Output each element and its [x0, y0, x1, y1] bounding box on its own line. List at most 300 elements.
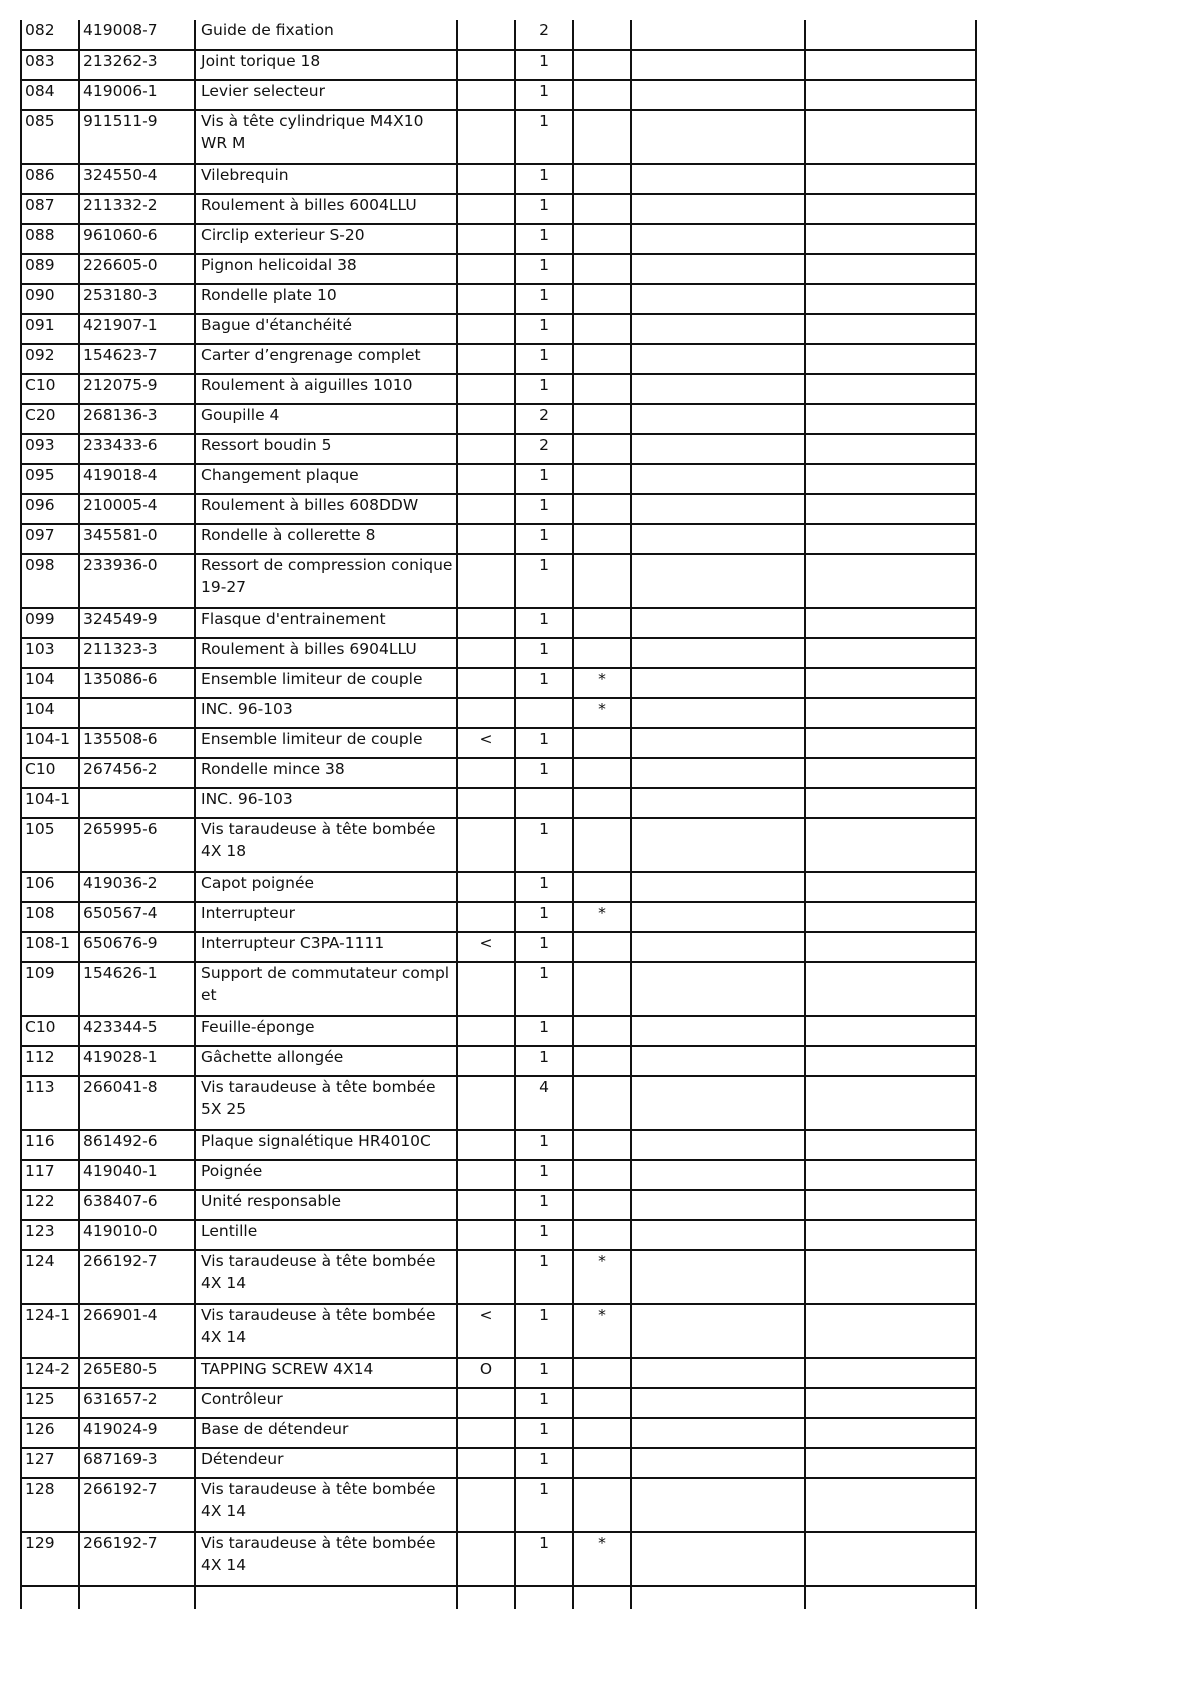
- part-number-text: 650567-4: [83, 904, 158, 922]
- note-cell: [457, 902, 515, 932]
- empty-cell: [631, 434, 805, 464]
- table-row: [21, 434, 976, 464]
- empty-cell: [805, 788, 976, 818]
- item-number-cell: [21, 50, 79, 80]
- description-text: Ensemble limiteur de couple: [201, 670, 423, 688]
- empty-cell: [805, 1076, 976, 1130]
- item-number-cell: [21, 1358, 79, 1388]
- description-text: Contrôleur: [201, 1390, 283, 1408]
- mark-text: *: [598, 1252, 606, 1270]
- mark-cell: [573, 344, 631, 374]
- item-number-cell: [21, 554, 79, 608]
- description-text: Roulement à billes 608DDW: [201, 496, 419, 514]
- quantity-cell: [515, 50, 573, 80]
- part-number-cell: [79, 20, 195, 50]
- description-cell: [195, 20, 457, 50]
- item-number-cell: [21, 1160, 79, 1190]
- description-text: Carter d’engrenage complet: [201, 346, 421, 364]
- empty-cell: [805, 1190, 976, 1220]
- note-cell: [457, 434, 515, 464]
- part-number-cell: [79, 314, 195, 344]
- part-number-cell: [79, 254, 195, 284]
- table-row: [21, 224, 976, 254]
- item-number-text: 117: [25, 1162, 55, 1180]
- empty-cell: [573, 1586, 631, 1609]
- part-number-cell: [79, 1130, 195, 1160]
- mark-cell: [573, 464, 631, 494]
- description-cell: [195, 1076, 457, 1130]
- item-number-cell: [21, 932, 79, 962]
- item-number-text: 104: [25, 670, 55, 688]
- item-number-cell: [21, 314, 79, 344]
- mark-cell: [573, 638, 631, 668]
- item-number-cell: [21, 728, 79, 758]
- empty-cell: [805, 494, 976, 524]
- quantity-cell: [515, 728, 573, 758]
- note-cell: [457, 1388, 515, 1418]
- empty-cell: [805, 1046, 976, 1076]
- description-cell: [195, 1478, 457, 1532]
- quantity-cell: [515, 1076, 573, 1130]
- empty-cell: [805, 1478, 976, 1532]
- mark-cell: [573, 1220, 631, 1250]
- item-number-cell: [21, 668, 79, 698]
- part-number-cell: [79, 1160, 195, 1190]
- table-row: [21, 20, 976, 50]
- table-row: [21, 698, 976, 728]
- item-number-cell: [21, 1076, 79, 1130]
- quantity-text: 1: [539, 1390, 549, 1408]
- item-number-cell: [21, 80, 79, 110]
- mark-cell: [573, 668, 631, 698]
- empty-cell: [805, 224, 976, 254]
- description-text: INC. 96-103: [201, 790, 293, 808]
- item-number-text: 093: [25, 436, 55, 454]
- table-row: [21, 1046, 976, 1076]
- empty-cell: [631, 110, 805, 164]
- part-number-cell: [79, 1448, 195, 1478]
- mark-cell: [573, 494, 631, 524]
- empty-cell: [631, 668, 805, 698]
- part-number-text: 135086-6: [83, 670, 158, 688]
- empty-cell: [805, 932, 976, 962]
- part-number-cell: [79, 668, 195, 698]
- description-text: Ressort de compression conique 19-27: [201, 556, 453, 596]
- table-row: [21, 962, 976, 1016]
- quantity-cell: [515, 1418, 573, 1448]
- item-number-text: 124: [25, 1252, 55, 1270]
- description-text: Interrupteur C3PA-1111: [201, 934, 385, 952]
- description-cell: [195, 254, 457, 284]
- quantity-text: 1: [539, 1420, 549, 1438]
- description-text: Feuille-éponge: [201, 1018, 315, 1036]
- note-cell: [457, 284, 515, 314]
- note-cell: [457, 1190, 515, 1220]
- part-number-cell: [79, 1418, 195, 1448]
- note-cell: [457, 494, 515, 524]
- quantity-text: 1: [539, 1132, 549, 1150]
- part-number-text: 135508-6: [83, 730, 158, 748]
- empty-cell: [805, 1532, 976, 1586]
- item-number-text: 124-1: [25, 1306, 71, 1324]
- part-number-cell: [79, 1304, 195, 1358]
- item-number-text: 090: [25, 286, 55, 304]
- part-number-cell: [79, 464, 195, 494]
- quantity-cell: [515, 110, 573, 164]
- description-cell: [195, 1388, 457, 1418]
- description-cell: [195, 1304, 457, 1358]
- item-number-text: 105: [25, 820, 55, 838]
- quantity-cell: [515, 1160, 573, 1190]
- item-number-text: 086: [25, 166, 55, 184]
- mark-cell: [573, 314, 631, 344]
- quantity-text: 1: [539, 1306, 549, 1324]
- note-cell: [457, 1250, 515, 1304]
- description-text: Poignée: [201, 1162, 263, 1180]
- quantity-cell: [515, 1448, 573, 1478]
- item-number-cell: [21, 524, 79, 554]
- quantity-text: 2: [539, 436, 549, 454]
- quantity-cell: [515, 1130, 573, 1160]
- quantity-cell: [515, 1220, 573, 1250]
- part-number-text: 638407-6: [83, 1192, 158, 1210]
- empty-cell: [805, 962, 976, 1016]
- empty-cell: [515, 1586, 573, 1609]
- empty-cell: [805, 164, 976, 194]
- quantity-text: 1: [539, 346, 549, 364]
- part-number-text: 233433-6: [83, 436, 158, 454]
- empty-cell: [805, 554, 976, 608]
- quantity-cell: [515, 80, 573, 110]
- part-number-cell: [79, 1250, 195, 1304]
- part-number-text: 419036-2: [83, 874, 158, 892]
- part-number-cell: [79, 932, 195, 962]
- item-number-text: C10: [25, 376, 56, 394]
- quantity-cell: [515, 758, 573, 788]
- table-row: [21, 1076, 976, 1130]
- mark-cell: [573, 50, 631, 80]
- quantity-text: 1: [539, 226, 549, 244]
- empty-cell: [21, 1586, 79, 1609]
- part-number-text: 419018-4: [83, 466, 158, 484]
- item-number-text: 125: [25, 1390, 55, 1408]
- empty-cell: [631, 1448, 805, 1478]
- part-number-text: 650676-9: [83, 934, 158, 952]
- note-text: O: [479, 1360, 493, 1378]
- mark-text: *: [598, 670, 606, 688]
- table-row: [21, 872, 976, 902]
- table-row: [21, 1478, 976, 1532]
- item-number-cell: [21, 1418, 79, 1448]
- table-row: [21, 284, 976, 314]
- description-text: Détendeur: [201, 1450, 284, 1468]
- mark-cell: [573, 902, 631, 932]
- description-cell: [195, 758, 457, 788]
- mark-cell: [573, 80, 631, 110]
- description-cell: [195, 668, 457, 698]
- description-cell: [195, 698, 457, 728]
- quantity-cell: [515, 254, 573, 284]
- note-cell: [457, 554, 515, 608]
- description-cell: [195, 1016, 457, 1046]
- description-cell: [195, 1532, 457, 1586]
- item-number-text: 128: [25, 1480, 55, 1498]
- description-text: Circlip exterieur S-20: [201, 226, 365, 244]
- quantity-text: 1: [539, 670, 549, 688]
- part-number-text: 211323-3: [83, 640, 158, 658]
- empty-cell: [805, 1016, 976, 1046]
- quantity-text: 1: [539, 316, 549, 334]
- part-number-text: 266192-7: [83, 1534, 158, 1552]
- table-row: [21, 1358, 976, 1388]
- quantity-cell: [515, 818, 573, 872]
- note-cell: [457, 872, 515, 902]
- part-number-text: 266192-7: [83, 1480, 158, 1498]
- note-cell: [457, 1418, 515, 1448]
- note-cell: [457, 524, 515, 554]
- quantity-cell: [515, 902, 573, 932]
- item-number-text: 084: [25, 82, 55, 100]
- note-cell: [457, 1304, 515, 1358]
- mark-cell: [573, 434, 631, 464]
- quantity-text: 1: [539, 466, 549, 484]
- table-row: [21, 314, 976, 344]
- description-cell: [195, 818, 457, 872]
- table-row: [21, 344, 976, 374]
- empty-cell: [631, 1160, 805, 1190]
- quantity-text: 1: [539, 640, 549, 658]
- quantity-cell: [515, 194, 573, 224]
- description-text: Gâchette allongée: [201, 1048, 344, 1066]
- note-cell: [457, 344, 515, 374]
- note-cell: [457, 164, 515, 194]
- quantity-text: 2: [539, 21, 549, 39]
- mark-cell: [573, 1250, 631, 1304]
- part-number-cell: [79, 404, 195, 434]
- empty-cell: [79, 1586, 195, 1609]
- item-number-text: 127: [25, 1450, 55, 1468]
- table-row: [21, 554, 976, 608]
- empty-cell: [631, 872, 805, 902]
- quantity-cell: [515, 1532, 573, 1586]
- description-text: Vis taraudeuse à tête bombée 4X 18: [201, 820, 436, 860]
- item-number-text: 098: [25, 556, 55, 574]
- empty-cell: [631, 818, 805, 872]
- item-number-cell: [21, 872, 79, 902]
- empty-cell: [805, 434, 976, 464]
- item-number-text: 122: [25, 1192, 55, 1210]
- empty-cell: [631, 344, 805, 374]
- item-number-text: 104-1: [25, 790, 71, 808]
- quantity-text: 1: [539, 1360, 549, 1378]
- part-number-cell: [79, 758, 195, 788]
- item-number-cell: [21, 1190, 79, 1220]
- item-number-text: 082: [25, 21, 55, 39]
- table-row: [21, 788, 976, 818]
- quantity-cell: [515, 872, 573, 902]
- description-text: Capot poignée: [201, 874, 315, 892]
- description-cell: [195, 164, 457, 194]
- item-number-cell: [21, 1016, 79, 1046]
- item-number-text: 104: [25, 700, 55, 718]
- description-cell: [195, 524, 457, 554]
- quantity-text: 1: [539, 496, 549, 514]
- part-number-text: 631657-2: [83, 1390, 158, 1408]
- item-number-cell: [21, 608, 79, 638]
- item-number-cell: [21, 698, 79, 728]
- item-number-cell: [21, 1220, 79, 1250]
- mark-cell: [573, 1532, 631, 1586]
- description-text: Joint torique 18: [201, 52, 321, 70]
- item-number-cell: [21, 1304, 79, 1358]
- description-text: Flasque d'entrainement: [201, 610, 386, 628]
- table-row: [21, 1160, 976, 1190]
- item-number-text: 097: [25, 526, 55, 544]
- empty-cell: [805, 728, 976, 758]
- item-number-cell: [21, 1250, 79, 1304]
- quantity-text: 1: [539, 526, 549, 544]
- empty-cell: [805, 1388, 976, 1418]
- item-number-text: 103: [25, 640, 55, 658]
- empty-cell: [195, 1586, 457, 1609]
- description-text: Rondelle mince 38: [201, 760, 345, 778]
- empty-cell: [805, 110, 976, 164]
- note-cell: [457, 932, 515, 962]
- description-text: Pignon helicoidal 38: [201, 256, 357, 274]
- description-text: INC. 96-103: [201, 700, 293, 718]
- empty-cell: [631, 80, 805, 110]
- description-cell: [195, 788, 457, 818]
- empty-cell: [805, 872, 976, 902]
- part-number-text: 267456-2: [83, 760, 158, 778]
- description-text: Guide de fixation: [201, 21, 334, 39]
- table-row: [21, 494, 976, 524]
- item-number-cell: [21, 1130, 79, 1160]
- quantity-text: 1: [539, 1480, 549, 1498]
- table-row: [21, 50, 976, 80]
- note-cell: [457, 50, 515, 80]
- parts-list-body: [21, 20, 976, 1609]
- description-cell: [195, 224, 457, 254]
- item-number-text: 116: [25, 1132, 55, 1150]
- empty-cell: [631, 1358, 805, 1388]
- item-number-cell: [21, 902, 79, 932]
- part-number-cell: [79, 344, 195, 374]
- table-row: [21, 902, 976, 932]
- empty-cell: [805, 638, 976, 668]
- quantity-text: 1: [539, 730, 549, 748]
- empty-cell: [631, 494, 805, 524]
- description-cell: [195, 1046, 457, 1076]
- mark-text: *: [598, 904, 606, 922]
- description-text: Roulement à billes 6004LLU: [201, 196, 417, 214]
- part-number-text: 226605-0: [83, 256, 158, 274]
- part-number-text: 911511-9: [83, 112, 158, 130]
- note-cell: [457, 818, 515, 872]
- note-cell: [457, 758, 515, 788]
- description-cell: [195, 1448, 457, 1478]
- part-number-text: 212075-9: [83, 376, 158, 394]
- item-number-text: 106: [25, 874, 55, 892]
- item-number-text: 092: [25, 346, 55, 364]
- empty-cell: [631, 1076, 805, 1130]
- table-row: [21, 1418, 976, 1448]
- table-row: [21, 524, 976, 554]
- part-number-text: 419024-9: [83, 1420, 158, 1438]
- table-row: [21, 1388, 976, 1418]
- description-cell: [195, 1160, 457, 1190]
- empty-cell: [805, 314, 976, 344]
- empty-cell: [631, 1220, 805, 1250]
- mark-cell: [573, 20, 631, 50]
- description-cell: [195, 284, 457, 314]
- part-number-cell: [79, 902, 195, 932]
- empty-cell: [805, 1448, 976, 1478]
- empty-cell: [805, 668, 976, 698]
- table-row: [21, 464, 976, 494]
- table-row: [21, 1220, 976, 1250]
- empty-cell: [805, 1160, 976, 1190]
- part-number-cell: [79, 494, 195, 524]
- empty-cell: [631, 314, 805, 344]
- item-number-text: 087: [25, 196, 55, 214]
- description-text: Base de détendeur: [201, 1420, 349, 1438]
- mark-cell: [573, 1448, 631, 1478]
- item-number-text: 113: [25, 1078, 55, 1096]
- note-cell: [457, 374, 515, 404]
- mark-cell: [573, 872, 631, 902]
- item-number-cell: [21, 1478, 79, 1532]
- note-text: <: [479, 1306, 493, 1324]
- note-cell: [457, 668, 515, 698]
- description-text: Interrupteur: [201, 904, 295, 922]
- part-number-text: 210005-4: [83, 496, 158, 514]
- item-number-text: C10: [25, 1018, 56, 1036]
- table-row: [21, 608, 976, 638]
- mark-cell: [573, 1190, 631, 1220]
- quantity-text: 1: [539, 964, 549, 982]
- description-text: Changement plaque: [201, 466, 359, 484]
- note-cell: [457, 404, 515, 434]
- description-text: Goupille 4: [201, 406, 280, 424]
- empty-cell: [631, 194, 805, 224]
- item-number-cell: [21, 374, 79, 404]
- mark-cell: [573, 1418, 631, 1448]
- description-text: Vis taraudeuse à tête bombée 4X 14: [201, 1252, 436, 1292]
- quantity-cell: [515, 434, 573, 464]
- quantity-cell: [515, 20, 573, 50]
- empty-cell: [631, 902, 805, 932]
- empty-cell: [805, 344, 976, 374]
- part-number-cell: [79, 80, 195, 110]
- quantity-cell: [515, 1388, 573, 1418]
- note-cell: [457, 20, 515, 50]
- part-number-text: 419006-1: [83, 82, 158, 100]
- part-number-cell: [79, 728, 195, 758]
- empty-cell: [631, 50, 805, 80]
- description-text: Unité responsable: [201, 1192, 342, 1210]
- part-number-cell: [79, 1532, 195, 1586]
- item-number-text: 124-2: [25, 1360, 71, 1378]
- quantity-cell: [515, 668, 573, 698]
- note-cell: [457, 224, 515, 254]
- description-cell: [195, 194, 457, 224]
- quantity-text: 1: [539, 820, 549, 838]
- empty-cell: [631, 1388, 805, 1418]
- table-row: [21, 194, 976, 224]
- item-number-text: 112: [25, 1048, 55, 1066]
- item-number-cell: [21, 110, 79, 164]
